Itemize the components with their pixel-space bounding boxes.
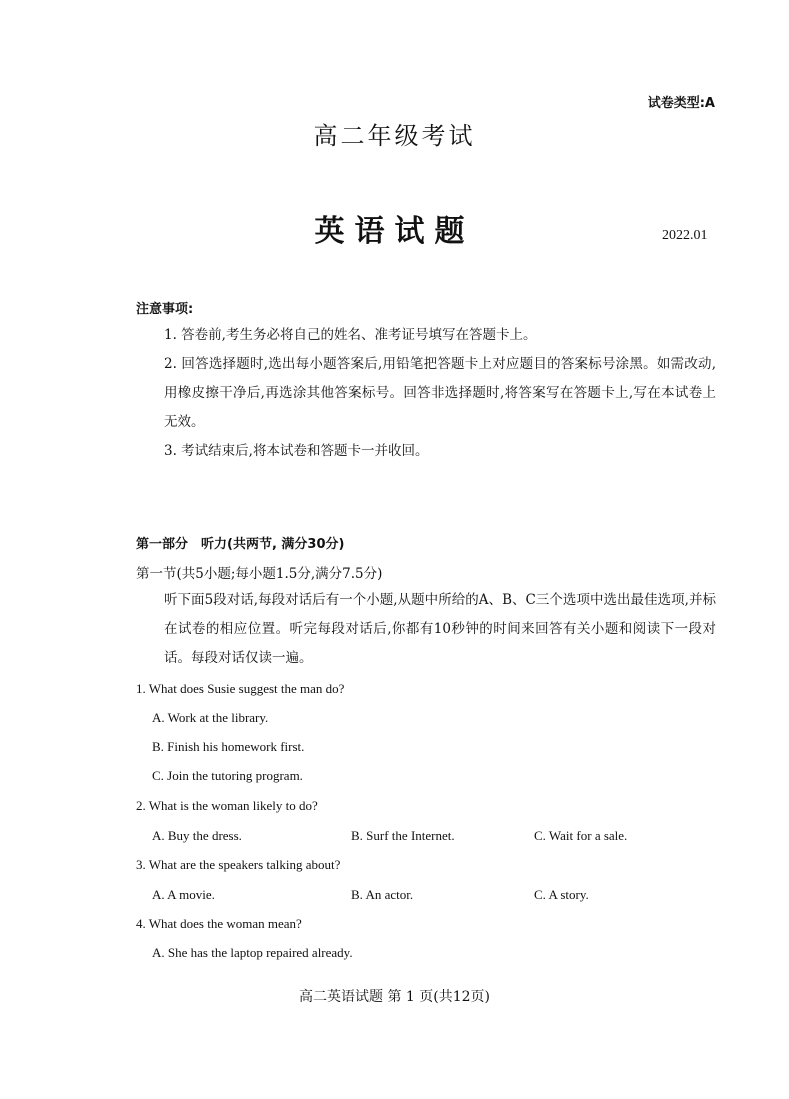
page-footer: 高二英语试题 第 1 页(共12页) bbox=[299, 989, 490, 1005]
question-option: C. Wait for a sale. bbox=[534, 828, 628, 843]
section-title: 第一节(共5小题;每小题1.5分,满分7.5分) bbox=[136, 566, 383, 582]
notes-item: 3. 考试结束后,将本试卷和答题卡一并收回。 bbox=[164, 443, 429, 459]
notes-title: 注意事项: bbox=[136, 302, 194, 317]
question-option: A. She has the laptop repaired already. bbox=[152, 945, 353, 960]
question-option: B. An actor. bbox=[351, 887, 414, 902]
question-option: B. Surf the Internet. bbox=[351, 828, 455, 843]
question-option: C. A story. bbox=[534, 887, 589, 902]
question-option: A. A movie. bbox=[152, 887, 215, 902]
question-option: A. Buy the dress. bbox=[152, 828, 242, 843]
part-title: 第一部分 听力(共两节, 满分30分) bbox=[136, 537, 345, 552]
subject-title: 英语试题 bbox=[314, 214, 475, 249]
question-option: B. Finish his homework first. bbox=[152, 739, 305, 754]
question-option: A. Work at the library. bbox=[152, 710, 269, 725]
instructions-text: 听下面5段对话,每段对话后有一个小题,从题中所给的A、B、C三个选项中选出最佳选项,并标在试卷的相应位置。听完每段对话后,你都有10秒钟的时间来回答有关小题和阅读下一段对话。每段对话仅读一遍。 bbox=[164, 592, 716, 666]
exam-title: 高二年级考试 bbox=[313, 122, 476, 150]
question-stem: 2. What is the woman likely to do? bbox=[136, 798, 318, 813]
question-option: C. Join the tutoring program. bbox=[152, 768, 303, 783]
paper-type-label: 试卷类型:A bbox=[647, 96, 715, 111]
notes-item: 2. 回答选择题时,选出每小题答案后,用铅笔把答题卡上对应题目的答案标号涂黑。如需改动,用橡皮擦干净后,再选涂其他答案标号。回答非选择题时,将答案写在答题卡上,写在本试卷上无效。 bbox=[164, 356, 716, 430]
exam-date: 2022.01 bbox=[662, 228, 708, 243]
question-stem: 4. What does the woman mean? bbox=[136, 916, 302, 931]
notes-item: 1. 答卷前,考生务必将自己的姓名、准考证号填写在答题卡上。 bbox=[164, 327, 537, 343]
question-stem: 1. What does Susie suggest the man do? bbox=[136, 681, 345, 696]
notes-list bbox=[136, 321, 716, 466]
question-stem: 3. What are the speakers talking about? bbox=[136, 857, 341, 872]
section-instructions bbox=[136, 586, 716, 673]
